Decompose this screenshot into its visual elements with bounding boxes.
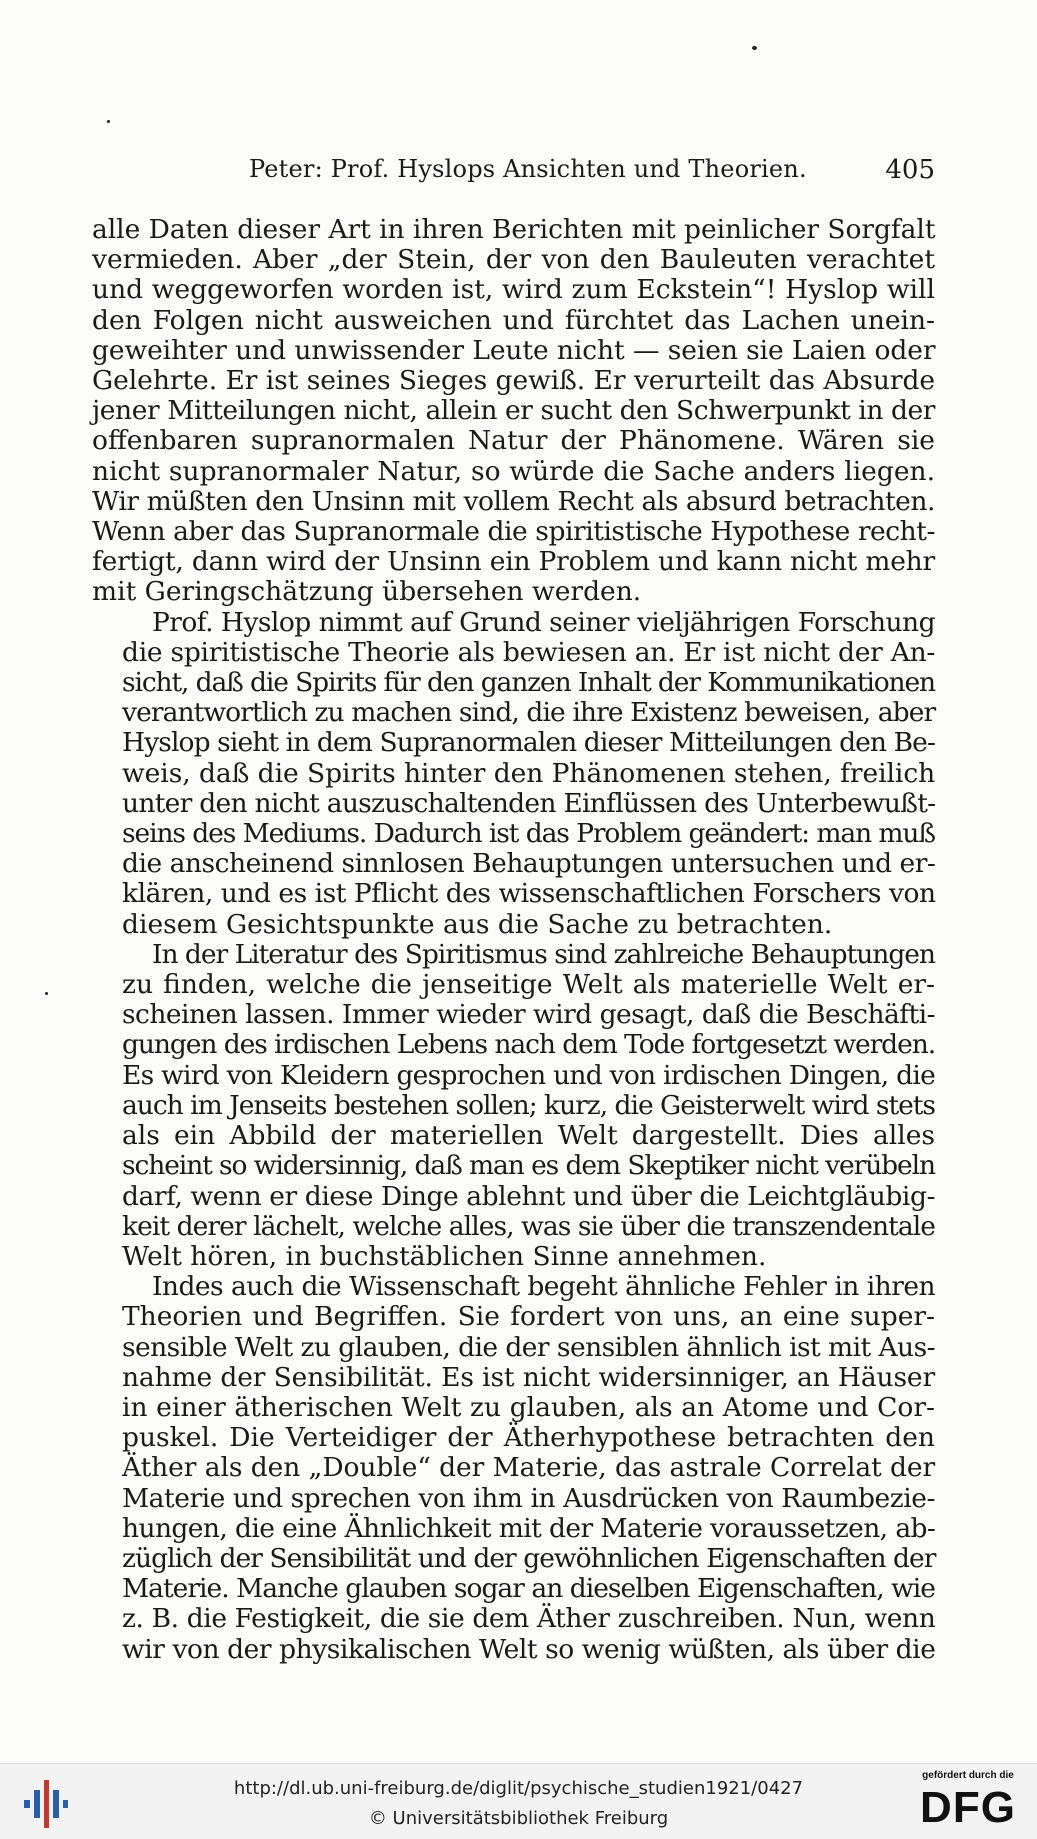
- running-head: [92, 155, 935, 189]
- text-line: Gelehrte. Er ist seines Sieges gewiß. Er verurteilt das Absurde: [92, 365, 936, 397]
- text-line: sensible Welt zu glauben, die der sensiblen ähnlich ist mit Aus-: [122, 1331, 935, 1363]
- text-line: nicht supranormaler Natur, so würde die Sache anders liegen.: [92, 455, 935, 487]
- text-line: züglich der Sensibilität und der gewöhnlichen Eigenschaften der: [122, 1542, 936, 1574]
- text-line: auch im Jenseits bestehen sollen; kurz, die Geisterwelt wird stets: [122, 1089, 935, 1121]
- text-line: vermieden. Aber „der Stein, der von den Bauleuten verachtet: [92, 244, 935, 276]
- text-line: gungen des irdischen Lebens nach dem Tode fortgesetzt werden.: [122, 1029, 936, 1061]
- text-line: unter den nicht auszuschaltenden Einflüssen des Unterbewußt-: [122, 787, 936, 819]
- text-line: nahme der Sensibilität. Es ist nicht widersinniger, an Häuser: [122, 1361, 935, 1393]
- text-line: darf, wenn er diese Dinge ablehnt und über die Leichtgläubig-: [122, 1180, 935, 1212]
- text-line: seins des Mediums. Dadurch ist das Problem geändert: man muß: [122, 818, 935, 850]
- dfg-caption: gefördert durch die: [922, 1770, 1014, 1781]
- text-line: wir von der physikalischen Welt so wenig wüßten, als über die: [122, 1633, 936, 1665]
- text-line: diesem Gesichtspunkte aus die Sache zu betrachten.: [122, 908, 833, 940]
- text-line: und weggeworfen worden ist, wird zum Eckstein“! Hyslop will: [92, 274, 935, 306]
- text-line: Theorien und Begriffen. Sie fordert von uns, an eine super-: [122, 1301, 935, 1333]
- text-line: Wenn aber das Supranormale die spiritistische Hypothese recht-: [92, 516, 935, 548]
- text-line: z. B. die Festigkeit, die sie dem Äther zuschreiben. Nun, wenn: [122, 1603, 936, 1635]
- text-line: Äther als den „Double“ der Materie, das astrale Correlat der: [122, 1452, 936, 1484]
- text-line: weis, daß die Spirits hinter den Phänomenen stehen, freilich: [122, 757, 936, 789]
- copyright-notice: © Universitätsbibliothek Freiburg: [368, 1808, 669, 1829]
- text-line: Hyslop sieht in dem Supranormalen dieser Mitteilungen den Be-: [122, 727, 936, 759]
- scan-speck: [45, 992, 48, 995]
- text-line: geweihter und unwissender Leute nicht — seien sie Laien oder: [92, 334, 936, 366]
- body-text: [92, 215, 935, 1665]
- text-line: Materie. Manche glauben sogar an dieselben Eigenschaften, wie: [122, 1573, 935, 1605]
- text-line: in einer ätherischen Welt zu glauben, als an Atome und Cor-: [122, 1391, 935, 1423]
- text-line: alle Daten dieser Art in ihren Berichten mit peinlicher Sorgfalt: [92, 214, 936, 245]
- text-line: zu finden, welche die jenseitige Welt als materielle Welt er-: [122, 969, 935, 1001]
- text-line: den Folgen nicht ausweichen und fürchtet das Lachen unein-: [92, 304, 935, 336]
- dfg-logo-icon: [913, 1770, 1023, 1834]
- text-line: hungen, die eine Ähnlichkeit mit der Materie voraussetzen, ab-: [122, 1512, 936, 1544]
- text-line: keit derer lächelt, welche alles, was sie über die transzendentale: [122, 1210, 935, 1242]
- text-line: Prof. Hyslop nimmt auf Grund seiner vieljährigen Forschung: [152, 606, 935, 638]
- text-line: puskel. Die Verteidiger der Ätherhypothese betrachten den: [122, 1422, 935, 1454]
- paragraph: [92, 1272, 935, 1665]
- text-line: die spiritistische Theorie als bewiesen an. Er ist nicht der An-: [122, 636, 936, 668]
- text-line: Es wird von Kleidern gesprochen und von irdischen Dingen, die: [122, 1059, 935, 1091]
- scan-speck: [752, 46, 757, 50]
- text-line: scheinen lassen. Immer wieder wird gesagt, daß die Beschäfti-: [122, 999, 935, 1031]
- scan-speck: [107, 120, 110, 123]
- text-line: verantwortlich zu machen sind, die ihre Existenz beweisen, aber: [122, 697, 936, 729]
- source-url[interactable]: http://dl.ub.uni-freiburg.de/diglit/psychische_studien1921/0427: [233, 1778, 804, 1799]
- text-line: sicht, daß die Spirits für den ganzen Inhalt der Kommunikationen: [122, 667, 935, 699]
- footer-bar: [0, 1763, 1037, 1839]
- text-line: fertigt, dann wird der Unsinn ein Problem und kann nicht mehr: [92, 546, 935, 578]
- running-head-title: Peter: Prof. Hyslops Ansichten und Theorien.: [249, 155, 807, 183]
- text-line: In der Literatur des Spiritismus sind zahlreiche Behauptungen: [152, 938, 935, 970]
- text-line: als ein Abbild der materiellen Welt dargestellt. Dies alles: [122, 1120, 935, 1152]
- paragraph: [92, 215, 935, 608]
- page-number: 405: [885, 155, 935, 185]
- text-line: Materie und sprechen von ihm in Ausdrücken von Raumbezie-: [122, 1482, 935, 1514]
- text-line: mit Geringschätzung übersehen werden.: [92, 576, 642, 608]
- text-line: scheint so widersinnig, daß man es dem Skeptiker nicht verübeln: [122, 1150, 935, 1182]
- paragraph: [92, 608, 935, 940]
- text-line: Welt hören, in buchstäblichen Sinne annehmen.: [122, 1240, 767, 1272]
- text-line: offenbaren supranormalen Natur der Phänomene. Wären sie: [92, 425, 935, 457]
- dfg-wordmark: DFG: [920, 1783, 1016, 1832]
- paragraph: [92, 940, 935, 1272]
- text-line: Indes auch die Wissenschaft begeht ähnliche Fehler in ihren: [152, 1271, 935, 1303]
- text-line: jener Mitteilungen nicht, allein er sucht den Schwerpunkt in der: [92, 395, 936, 427]
- text-line: die anscheinend sinnlosen Behauptungen untersuchen und er-: [122, 848, 936, 880]
- text-line: klären, und es ist Pflicht des wissenschaftlichen Forschers von: [122, 878, 936, 910]
- text-line: Wir müßten den Unsinn mit vollem Recht als absurd betrachten.: [92, 485, 935, 517]
